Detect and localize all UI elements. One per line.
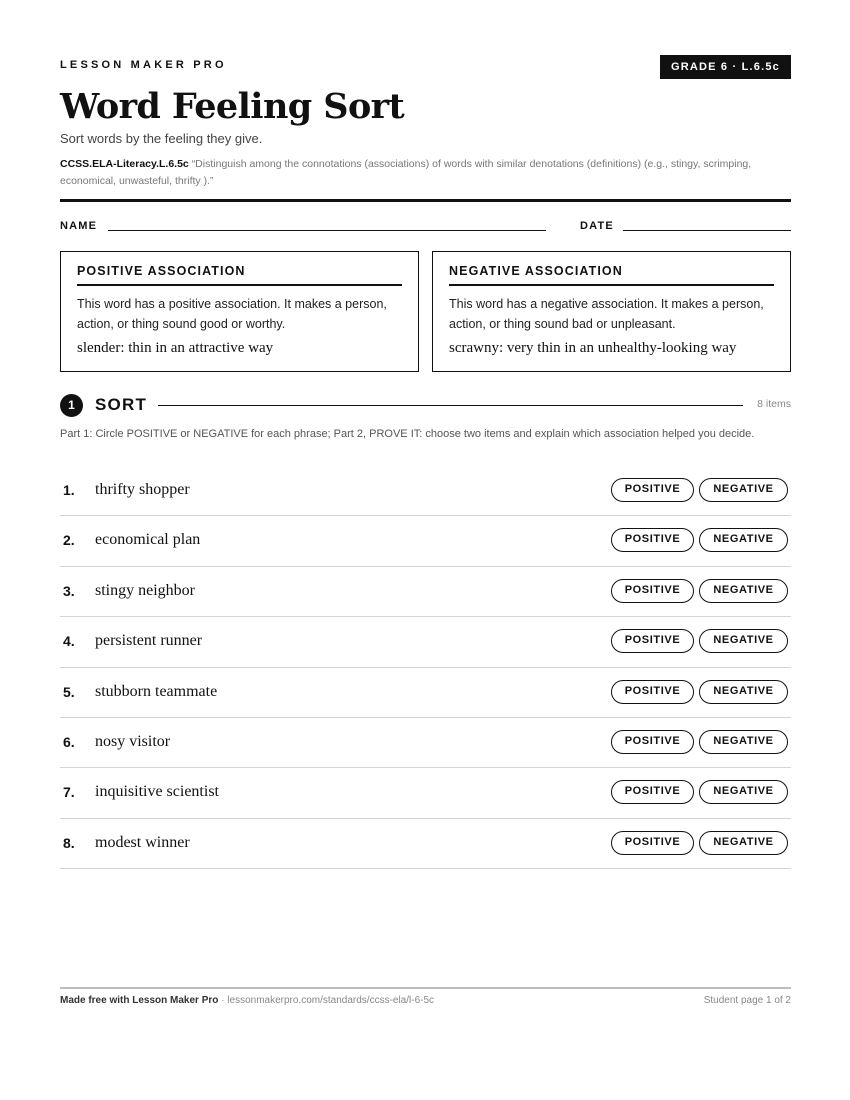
footer-separator: · bbox=[218, 995, 228, 1006]
date-label: DATE bbox=[580, 220, 614, 232]
negative-choice-button[interactable]: NEGATIVE bbox=[699, 680, 788, 704]
item-number: 8. bbox=[63, 834, 75, 851]
negative-association-box bbox=[432, 251, 791, 372]
page-subtitle: Sort words by the feeling they give. bbox=[60, 131, 263, 146]
item-number: 7. bbox=[63, 784, 75, 801]
section-title: SORT bbox=[95, 395, 148, 414]
list-item bbox=[60, 819, 791, 869]
negative-choice-button[interactable]: NEGATIVE bbox=[699, 629, 788, 653]
positive-choice-button[interactable]: POSITIVE bbox=[611, 680, 694, 704]
standard-text: “Distinguish among the connotations (associations) of words with similar denotations (definitions) (e.g., stingy, scrimping, economical, unwasteful, thrifty ).” bbox=[60, 158, 752, 187]
name-label: NAME bbox=[60, 220, 98, 232]
negative-choice-button[interactable]: NEGATIVE bbox=[699, 730, 788, 754]
positive-choice-button[interactable]: POSITIVE bbox=[611, 579, 694, 603]
negative-choice-button[interactable]: NEGATIVE bbox=[699, 780, 788, 804]
item-phrase: nosy visitor bbox=[95, 732, 171, 750]
item-phrase: thrifty shopper bbox=[95, 481, 190, 498]
list-item bbox=[60, 567, 791, 617]
negative-choice-button[interactable]: NEGATIVE bbox=[699, 478, 788, 502]
positive-choice-button[interactable]: POSITIVE bbox=[611, 780, 694, 804]
section-instructions: Part 1: Circle POSITIVE or NEGATIVE for each phrase; Part 2, PROVE IT: choose two items and explain which association helped you decide. bbox=[60, 428, 755, 440]
worksheet-page bbox=[60, 0, 791, 1100]
header-divider bbox=[60, 199, 791, 202]
brand-name: LESSON MAKER PRO bbox=[60, 59, 227, 71]
page-footer bbox=[60, 995, 791, 1006]
item-number: 4. bbox=[63, 633, 75, 650]
section-header bbox=[60, 394, 791, 416]
list-item bbox=[60, 466, 791, 516]
item-number: 5. bbox=[63, 683, 75, 700]
item-phrase: persistent runner bbox=[95, 632, 203, 650]
grade-badge: GRADE 6 · L.6.5c bbox=[660, 55, 791, 79]
list-item bbox=[60, 718, 791, 768]
top-bar bbox=[60, 55, 791, 79]
negative-association-example: scrawny: very thin in an unhealthy-looking way bbox=[449, 340, 737, 356]
positive-association-heading: POSITIVE ASSOCIATION bbox=[77, 264, 402, 286]
standard-citation bbox=[60, 156, 791, 190]
positive-choice-button[interactable]: POSITIVE bbox=[611, 730, 694, 754]
list-item bbox=[60, 516, 791, 566]
footer-page-number: Student page 1 of 2 bbox=[703, 995, 791, 1006]
positive-choice-button[interactable]: POSITIVE bbox=[611, 831, 694, 855]
item-count: 8 items bbox=[757, 398, 791, 410]
name-field[interactable] bbox=[108, 230, 546, 231]
standard-code: CCSS.ELA-Literacy.L.6.5c bbox=[60, 158, 189, 170]
negative-association-heading: NEGATIVE ASSOCIATION bbox=[449, 264, 774, 286]
name-date-row bbox=[60, 219, 791, 235]
negative-choice-button[interactable]: NEGATIVE bbox=[699, 579, 788, 603]
date-field[interactable] bbox=[623, 230, 791, 231]
item-phrase: modest winner bbox=[95, 833, 190, 851]
page-title: Word Feeling Sort bbox=[60, 86, 405, 127]
item-phrase: inquisitive scientist bbox=[95, 783, 219, 801]
positive-association-box bbox=[60, 251, 419, 372]
item-phrase: economical plan bbox=[95, 531, 201, 549]
negative-association-description: This word has a negative association. It makes a person, action, or thing sound bad or unpleasant. bbox=[449, 297, 764, 331]
item-number: 2. bbox=[63, 532, 75, 549]
item-phrase: stingy neighbor bbox=[95, 581, 195, 599]
positive-association-example: slender: thin in an attractive way bbox=[77, 340, 274, 356]
footer-divider bbox=[60, 987, 791, 989]
negative-choice-button[interactable]: NEGATIVE bbox=[699, 831, 788, 855]
list-item bbox=[60, 668, 791, 718]
sort-item-list bbox=[60, 466, 791, 869]
positive-choice-button[interactable]: POSITIVE bbox=[611, 528, 694, 552]
footer-url[interactable]: lessonmakerpro.com/standards/ccss-ela/l-6-5c bbox=[227, 995, 435, 1006]
positive-association-description: This word has a positive association. It makes a person, action, or thing sound good or worthy. bbox=[77, 297, 387, 331]
negative-choice-button[interactable]: NEGATIVE bbox=[699, 528, 788, 552]
list-item bbox=[60, 617, 791, 667]
section-rule bbox=[158, 405, 743, 406]
list-item bbox=[60, 768, 791, 818]
positive-choice-button[interactable]: POSITIVE bbox=[611, 478, 694, 502]
item-phrase: stubborn teammate bbox=[95, 682, 218, 700]
item-number: 1. bbox=[63, 482, 75, 498]
item-number: 6. bbox=[63, 733, 75, 750]
positive-choice-button[interactable]: POSITIVE bbox=[611, 629, 694, 653]
item-number: 3. bbox=[63, 582, 75, 599]
footer-made-with: Made free with Lesson Maker Pro bbox=[60, 995, 219, 1006]
section-number-badge: 1 bbox=[60, 394, 83, 417]
